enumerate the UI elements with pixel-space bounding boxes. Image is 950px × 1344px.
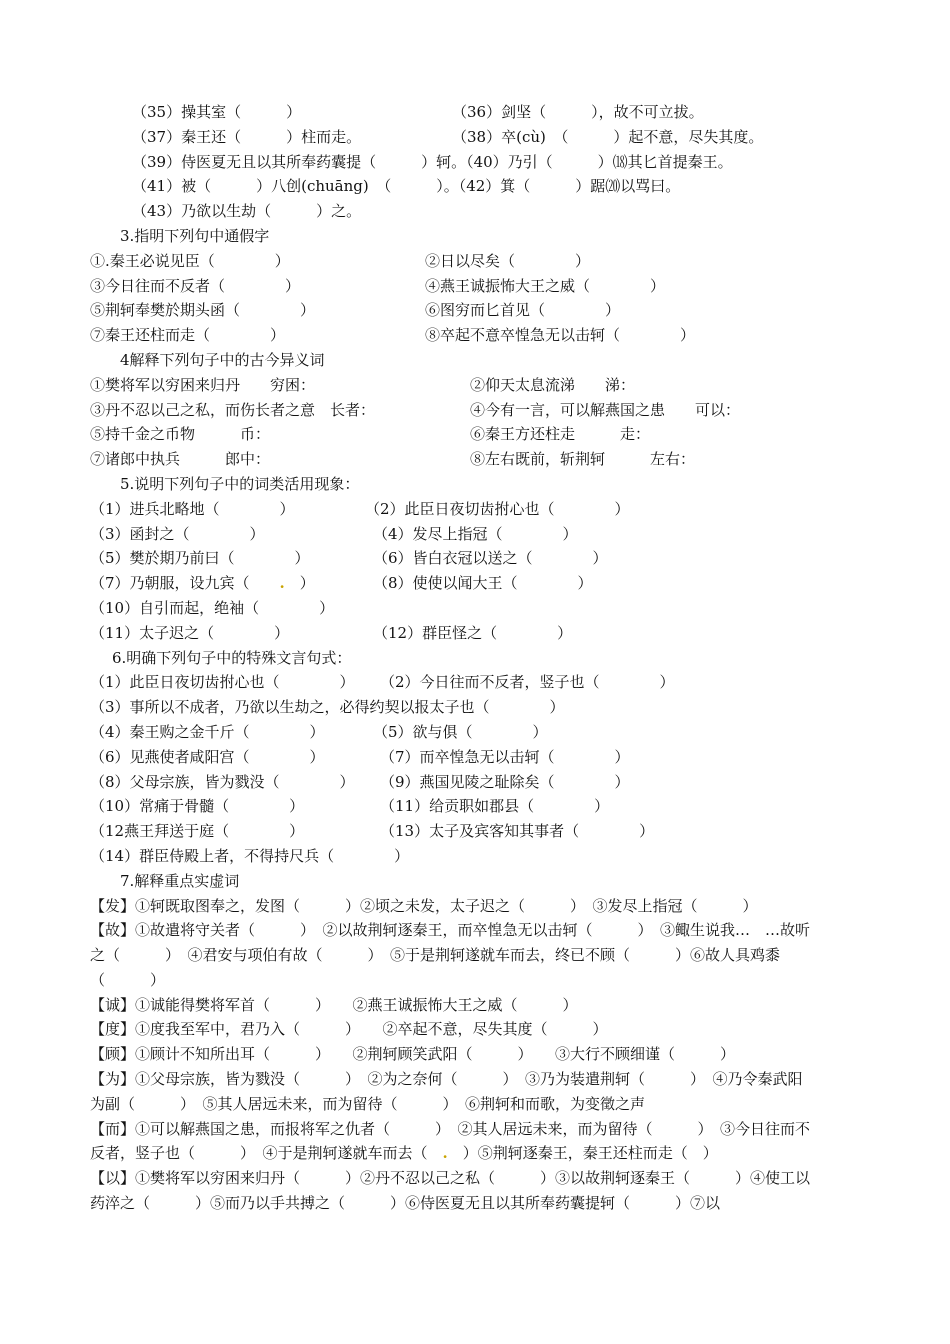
exercise-line <box>90 150 815 175</box>
exercise-line <box>90 670 815 695</box>
exercise-line <box>90 274 815 299</box>
exercise-line <box>90 695 815 720</box>
item-text: 5.说明下列句子中的词类活用现象： <box>120 474 360 493</box>
keyword-entry <box>90 1117 815 1167</box>
stray-dot: . <box>279 574 285 593</box>
exercise-item <box>120 224 269 249</box>
item-text: （41）被（ ）八创(chuāng) （ ）。（42）箕（ ）踞⒇以骂曰。 <box>132 177 681 196</box>
exercise-line <box>90 398 815 423</box>
exercise-item <box>90 720 325 745</box>
exercise-item <box>90 621 289 646</box>
item-text: （38）卒(cù) （ ）起不意，尽失其度。 <box>452 127 764 146</box>
item-text: ②仰天太息流涕 涕： <box>470 375 636 394</box>
exercise-item <box>373 546 608 571</box>
exercise-line <box>90 323 815 348</box>
item-text: （5）樊於期乃前曰（ ） <box>90 549 310 568</box>
exercise-line <box>90 770 815 795</box>
item-text: （10）常痛于骨髓（ ） <box>90 797 305 816</box>
exercise-lines <box>90 100 815 894</box>
keyword-entry <box>90 993 815 1018</box>
item-text: （3）事所以不成者，乃欲以生劫之，必得约契以报太子也（ ） <box>90 698 565 717</box>
exercise-item <box>132 125 361 150</box>
item-text: （37）秦王还（ ）柱而走。 <box>132 127 362 146</box>
exercise-item <box>373 720 548 745</box>
exercise-item <box>380 794 609 819</box>
exercise-item <box>425 249 590 274</box>
exercise-item <box>120 472 359 497</box>
item-text: ①樊将军以穷困来归丹 穷困： <box>90 375 316 394</box>
keyword-entry <box>90 1042 815 1067</box>
exercise-item <box>425 323 695 348</box>
keyword-entry <box>90 1067 815 1117</box>
exercise-item <box>380 670 675 695</box>
exercise-item <box>425 274 665 299</box>
item-text: ⑤荆轲奉樊於期头函（ ） <box>90 301 316 320</box>
item-text: （5）欲与俱（ ） <box>373 722 548 741</box>
keyword-text: 【诚】①诚能得樊将军首（ ） ②燕王诚振怖大王之威（ ） <box>90 995 578 1014</box>
exercise-item <box>90 546 310 571</box>
exercise-line <box>90 348 815 373</box>
item-text: ③今日往而不反者（ ） <box>90 276 301 295</box>
exercise-line <box>90 522 815 547</box>
exercise-item <box>90 819 304 844</box>
item-text: （36）剑坚（ ），故不可立拔。 <box>452 103 704 121</box>
exercise-line <box>90 596 815 621</box>
item-text-tail: ） <box>284 574 315 593</box>
item-text: ③丹不忍以己之私，而伤长者之意 长者： <box>90 400 376 419</box>
exercise-item <box>470 422 650 447</box>
keyword-text: 【而】①可以解燕国之患，而报将军之仇者（ ） ②其人居远未来，而为留待（ ） ③今日往而不反者，竖子也（ ） ④于是荆轲遂就车而去（ <box>90 1119 811 1163</box>
keyword-text: 【以】①樊将军以穷困来归丹（ ）②丹不忍以己之私（ ）③以故荆轲逐秦王（ ）④使工以药淬之（ ）⑤而乃以手共搏之（ ）⑥侍医夏无且以其所奉药囊提轲（ ）⑦以 <box>90 1169 811 1213</box>
item-text: ④今有一言，可以解燕国之患 可以： <box>470 400 741 419</box>
exercise-item <box>90 447 270 472</box>
keyword-paragraphs <box>90 894 815 1216</box>
item-text: （6）皆白衣冠以送之（ ） <box>373 549 608 568</box>
exercise-item <box>120 348 325 373</box>
exercise-item <box>132 150 733 175</box>
item-text: （1）此臣日夜切齿拊心也（ ） <box>90 673 355 692</box>
exercise-line <box>90 819 815 844</box>
item-text: ④燕王诚振怖大王之威（ ） <box>425 276 666 295</box>
keyword-entry <box>90 1166 815 1216</box>
item-text: ⑦诸郎中执兵 郎中： <box>90 450 271 469</box>
exercise-line <box>90 199 815 224</box>
exercise-item <box>90 596 334 621</box>
item-text: （7）乃朝服，设九宾（ <box>90 574 280 593</box>
exercise-item <box>90 323 285 348</box>
exercise-line <box>90 720 815 745</box>
exercise-item <box>90 745 325 770</box>
exercise-line <box>90 125 815 150</box>
exercise-item <box>90 398 375 423</box>
exercise-line <box>90 869 815 894</box>
exercise-item <box>90 695 565 720</box>
exercise-line <box>90 621 815 646</box>
exercise-item <box>470 447 695 472</box>
item-text: 3.指明下列句中通假字 <box>120 226 270 245</box>
exercise-line <box>90 422 815 447</box>
exercise-line <box>90 571 815 596</box>
exercise-line <box>90 100 815 125</box>
exercise-line <box>90 472 815 497</box>
keyword-text-tail: ）⑤荆轲逐秦王，秦王还柱而走（ ） <box>447 1144 718 1163</box>
item-text: 7.解释重点实虚词 <box>120 871 240 890</box>
exercise-line <box>90 646 815 671</box>
exercise-item <box>132 174 680 199</box>
item-text: （2）此臣日夜切齿拊心也（ ） <box>365 499 630 518</box>
keyword-entry <box>90 918 815 992</box>
item-text: （39）侍医夏无且以其所奉药囊提（ ）轲。（40）乃引（ ）⒅其匕首提秦王。 <box>132 152 733 171</box>
exercise-item <box>90 770 355 795</box>
exercise-line <box>90 249 815 274</box>
item-text: （6）见燕使者咸阳宫（ ） <box>90 747 325 766</box>
exercise-item <box>470 398 740 423</box>
exercise-line <box>90 447 815 472</box>
exercise-item <box>452 125 763 150</box>
exercise-item <box>373 522 578 547</box>
exercise-item <box>470 373 635 398</box>
exercise-line <box>90 373 815 398</box>
item-text: （3）函封之（ ） <box>90 524 265 543</box>
item-text: ②日以尽矣（ ） <box>425 251 591 270</box>
keyword-text: 【为】①父母宗族，皆为戮没（ ） ②为之奈何（ ） ③乃为装遣荆轲（ ） ④乃令秦武阳为副（ ） ⑤其人居远未来，而为留待（ ） ⑥荆轲和而歌，为变徵之声 <box>90 1070 803 1113</box>
item-text: （10）自引而起，绝袖（ ） <box>90 598 335 617</box>
item-text: ⑥图穷而匕首见（ ） <box>425 301 621 320</box>
item-text: （11）太子迟之（ ） <box>90 623 290 642</box>
item-text: ⑧左右既前，斩荆轲 左右： <box>470 450 696 469</box>
item-text: 6.明确下列句子中的特殊文言句式： <box>112 648 352 667</box>
keyword-entry <box>90 894 815 919</box>
exercise-item <box>373 571 593 596</box>
exercise-item <box>373 621 572 646</box>
item-text: （14）群臣侍殿上者，不得持尺兵（ ） <box>90 846 410 865</box>
exercise-line <box>90 224 815 249</box>
item-text: 4解释下列句子中的古今异义词 <box>120 350 325 369</box>
item-text: （7）而卒惶急无以击轲（ ） <box>380 747 630 766</box>
worksheet-page <box>90 100 815 1216</box>
item-text: （1）进兵北略地（ ） <box>90 499 295 518</box>
item-text: （8）父母宗族，皆为戮没（ ） <box>90 772 355 791</box>
stray-dot: . <box>427 1144 448 1163</box>
item-text: ⑧卒起不意卒惶急无以击轲（ ） <box>425 326 696 345</box>
item-text: ⑥秦王方还柱走 走： <box>470 425 651 444</box>
item-text: （4）发尽上指冠（ ） <box>373 524 578 543</box>
keyword-text: 【发】①轲既取图奉之，发图（ ）②顷之未发，太子迟之（ ） ③发尽上指冠（ ） <box>90 896 758 915</box>
item-text: （12燕王拜送于庭（ ） <box>90 822 305 841</box>
exercise-item <box>90 497 295 522</box>
exercise-line <box>90 174 815 199</box>
item-text: ⑦秦王还柱而走（ ） <box>90 326 286 345</box>
item-text: （13）太子及宾客知其事者（ ） <box>380 822 655 841</box>
exercise-item <box>132 199 361 224</box>
item-text: （11）给贡职如郡县（ ） <box>380 797 610 816</box>
exercise-item <box>90 571 315 596</box>
exercise-line <box>90 794 815 819</box>
item-text: ①.秦王必说见臣（ ） <box>90 251 290 270</box>
exercise-item <box>112 646 351 671</box>
keyword-text: 【度】①度我至军中，君乃入（ ） ②卒起不意，尽失其度（ ） <box>90 1020 608 1039</box>
exercise-line <box>90 546 815 571</box>
exercise-item <box>380 819 654 844</box>
item-text: （4）秦王购之金千斤（ ） <box>90 722 325 741</box>
exercise-line <box>90 497 815 522</box>
exercise-item <box>452 100 704 125</box>
exercise-item <box>380 770 630 795</box>
exercise-item <box>90 422 270 447</box>
exercise-item <box>425 298 620 323</box>
item-text: （8）使使以闻大王（ ） <box>373 574 593 593</box>
exercise-item <box>380 745 630 770</box>
exercise-item <box>90 249 290 274</box>
exercise-item <box>90 522 265 547</box>
keyword-text: 【顾】①顾计不知所出耳（ ） ②荆轲顾笑武阳（ ） ③大行不顾细谨（ ） <box>90 1045 736 1064</box>
exercise-item <box>90 670 355 695</box>
item-text: （2）今日往而不反者，竖子也（ ） <box>380 673 675 692</box>
item-text: （35）操其室（ ） <box>132 103 302 121</box>
item-text: ⑤持千金之币物 币： <box>90 425 271 444</box>
item-text: （43）乃欲以生劫（ ）之。 <box>132 202 362 221</box>
exercise-line <box>90 745 815 770</box>
exercise-item <box>90 274 300 299</box>
item-text: （12）群臣怪之（ ） <box>373 623 573 642</box>
exercise-item <box>90 298 315 323</box>
exercise-item <box>90 373 315 398</box>
exercise-line <box>90 298 815 323</box>
exercise-line <box>90 844 815 869</box>
exercise-item <box>365 497 630 522</box>
exercise-item <box>120 869 239 894</box>
keyword-entry <box>90 1017 815 1042</box>
exercise-item <box>132 100 301 125</box>
exercise-item <box>90 844 409 869</box>
exercise-item <box>90 794 304 819</box>
item-text: （9）燕国见陵之耻除矣（ ） <box>380 772 630 791</box>
keyword-text: 【故】①故遣将守关者（ ） ②以故荆轲逐秦王，而卒惶急无以击轲（ ） ③鲰生说我… …故听之（ ） ④君安与项伯有故（ ） ⑤于是荆轲遂就车而去，终已不顾（ ）⑥故人具鸡黍（ ） <box>90 921 811 989</box>
